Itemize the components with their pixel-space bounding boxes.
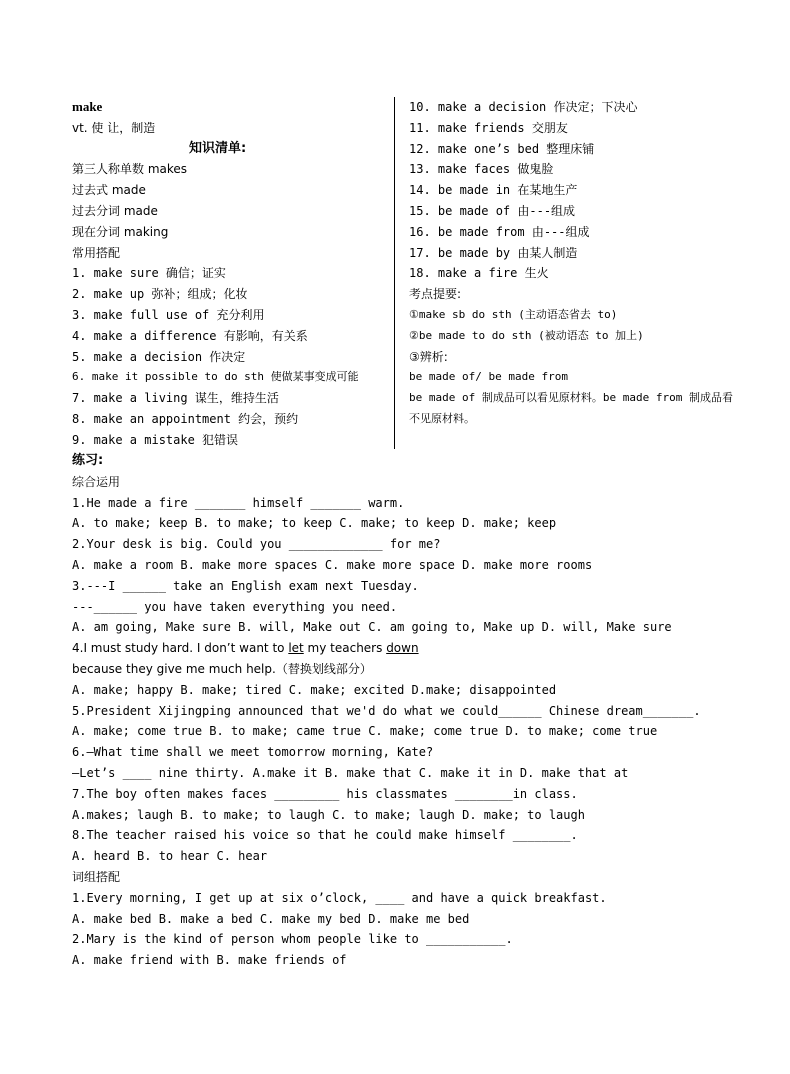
collocation-item: 12. make one’s bed 整理床铺 bbox=[409, 141, 595, 156]
collocation-item: 9. make a mistake 犯错误 bbox=[72, 432, 239, 447]
q4-text-post: because they give me much help.（替换划线部分） bbox=[72, 661, 372, 676]
knowledge-heading: 知识清单: bbox=[189, 140, 247, 156]
point-item: ①make sb do sth (主动语态省去 to) bbox=[409, 307, 618, 321]
collocation-item: 16. be made from 由---组成 bbox=[409, 224, 590, 239]
collocation-item: 7. make a living 谋生，维持生活 bbox=[72, 391, 279, 406]
q4-text-pre: 4.I must study hard. I don’t want to bbox=[72, 641, 289, 656]
question: ---______ you have taken everything you need. bbox=[72, 599, 398, 614]
collocation-item: 3. make full use of 充分利用 bbox=[72, 307, 265, 322]
form-past-participle: 过去分词 made bbox=[72, 203, 158, 218]
question: 3.---I ______ take an English exam next Tuesday. bbox=[72, 578, 419, 593]
collocation-item: 8. make an appointment 约会，预约 bbox=[72, 411, 299, 426]
point-item: be made of/ be made from bbox=[409, 370, 568, 384]
collocation-item: 17. be made by 由某人制造 bbox=[409, 245, 578, 260]
question-options: A. am going, Make sure B. will, Make out C. am going to, Make up D. will, Make sure bbox=[72, 620, 672, 635]
question-options: A. make friend with B. make friends of bbox=[72, 953, 347, 968]
question: 5.President Xijingping announced that we'd do what we could______ Chinese dream_______. bbox=[72, 703, 701, 718]
form-past: 过去式 made bbox=[72, 183, 146, 198]
question: 2.Your desk is big. Could you _____________ for me? bbox=[72, 537, 441, 552]
point-item: ②be made to do sth (被动语态 to 加上) bbox=[409, 328, 644, 342]
collocation-item: 5. make a decision 作决定 bbox=[72, 349, 246, 364]
entry-word: make bbox=[72, 99, 103, 114]
form-third-person: 第三人称单数 makes bbox=[72, 162, 188, 177]
collocation-title: 常用搭配 bbox=[72, 245, 121, 260]
section-title: 词组搭配 bbox=[72, 869, 121, 884]
collocation-item: 2. make up 弥补；组成；化妆 bbox=[72, 287, 248, 302]
right-column bbox=[409, 97, 739, 430]
collocation-item: 1. make sure 确信；证实 bbox=[72, 266, 226, 281]
collocation-item: 11. make friends 交朋友 bbox=[409, 120, 568, 135]
q4-underlined-down: down bbox=[386, 641, 419, 656]
question: 8.The teacher raised his voice so that he could make himself ________. bbox=[72, 828, 578, 843]
collocation-item: 10. make a decision 作决定；下决心 bbox=[409, 100, 638, 114]
question: 6.—What time shall we meet tomorrow morning, Kate? bbox=[72, 745, 434, 760]
form-present-participle: 现在分词 making bbox=[72, 224, 169, 239]
column-divider bbox=[394, 97, 395, 449]
question: 1.He made a fire _______ himself _______ warm. bbox=[72, 495, 405, 510]
point-item: ③辨析: bbox=[409, 349, 448, 364]
collocation-item: 15. be made of 由---组成 bbox=[409, 203, 576, 218]
collocation-item: 13. make faces 做鬼脸 bbox=[409, 162, 554, 177]
collocation-item: 6. make it possible to do sth 使做某事变成可能 bbox=[72, 370, 359, 384]
collocation-item: 14. be made in 在某地生产 bbox=[409, 183, 578, 198]
question-options: A. to make; keep B. to make; to keep C. make; to keep D. make; keep bbox=[72, 516, 557, 531]
q4-text-mid: my teachers bbox=[303, 641, 387, 656]
practice-section bbox=[72, 451, 722, 971]
question-options: A. make a room B. make more spaces C. make more space D. make more rooms bbox=[72, 557, 593, 572]
section-title: 综合运用 bbox=[72, 474, 121, 489]
left-column bbox=[72, 97, 390, 451]
question-options: A. make bed B. make a bed C. make my bed D. make me bed bbox=[72, 911, 470, 926]
question-options: A.makes; laugh B. to make; to laugh C. to make; laugh D. make; to laugh bbox=[72, 807, 585, 822]
question: —Let’s ____ nine thirty. A.make it B. make that C. make it in D. make that at bbox=[72, 765, 629, 780]
question: 1.Every morning, I get up at six o’clock, ____ and have a quick breakfast. bbox=[72, 890, 607, 905]
practice-title: 练习: bbox=[72, 453, 104, 468]
collocation-item: 18. make a fire 生火 bbox=[409, 266, 549, 281]
q4-underlined-let: let bbox=[288, 641, 304, 656]
collocation-item: 4. make a difference 有影响，有关系 bbox=[72, 328, 308, 343]
question: 7.The boy often makes faces _________ his classmates ________in class. bbox=[72, 786, 578, 801]
question-options: A. make; come true B. to make; came true C. make; come true D. to make; come true bbox=[72, 724, 658, 739]
part-of-speech: vt. 使 让，制造 bbox=[72, 120, 156, 135]
question-options: A. make; happy B. make; tired C. make; excited D.make; disappointed bbox=[72, 682, 557, 697]
question bbox=[72, 638, 722, 680]
points-title: 考点提要: bbox=[409, 287, 462, 302]
question-options: A. heard B. to hear C. hear bbox=[72, 849, 268, 864]
point-item: be made of 制成品可以看见原材料。be made from 制成品看不见原材料。 bbox=[409, 391, 733, 425]
question: 2.Mary is the kind of person whom people like to ___________. bbox=[72, 932, 513, 947]
